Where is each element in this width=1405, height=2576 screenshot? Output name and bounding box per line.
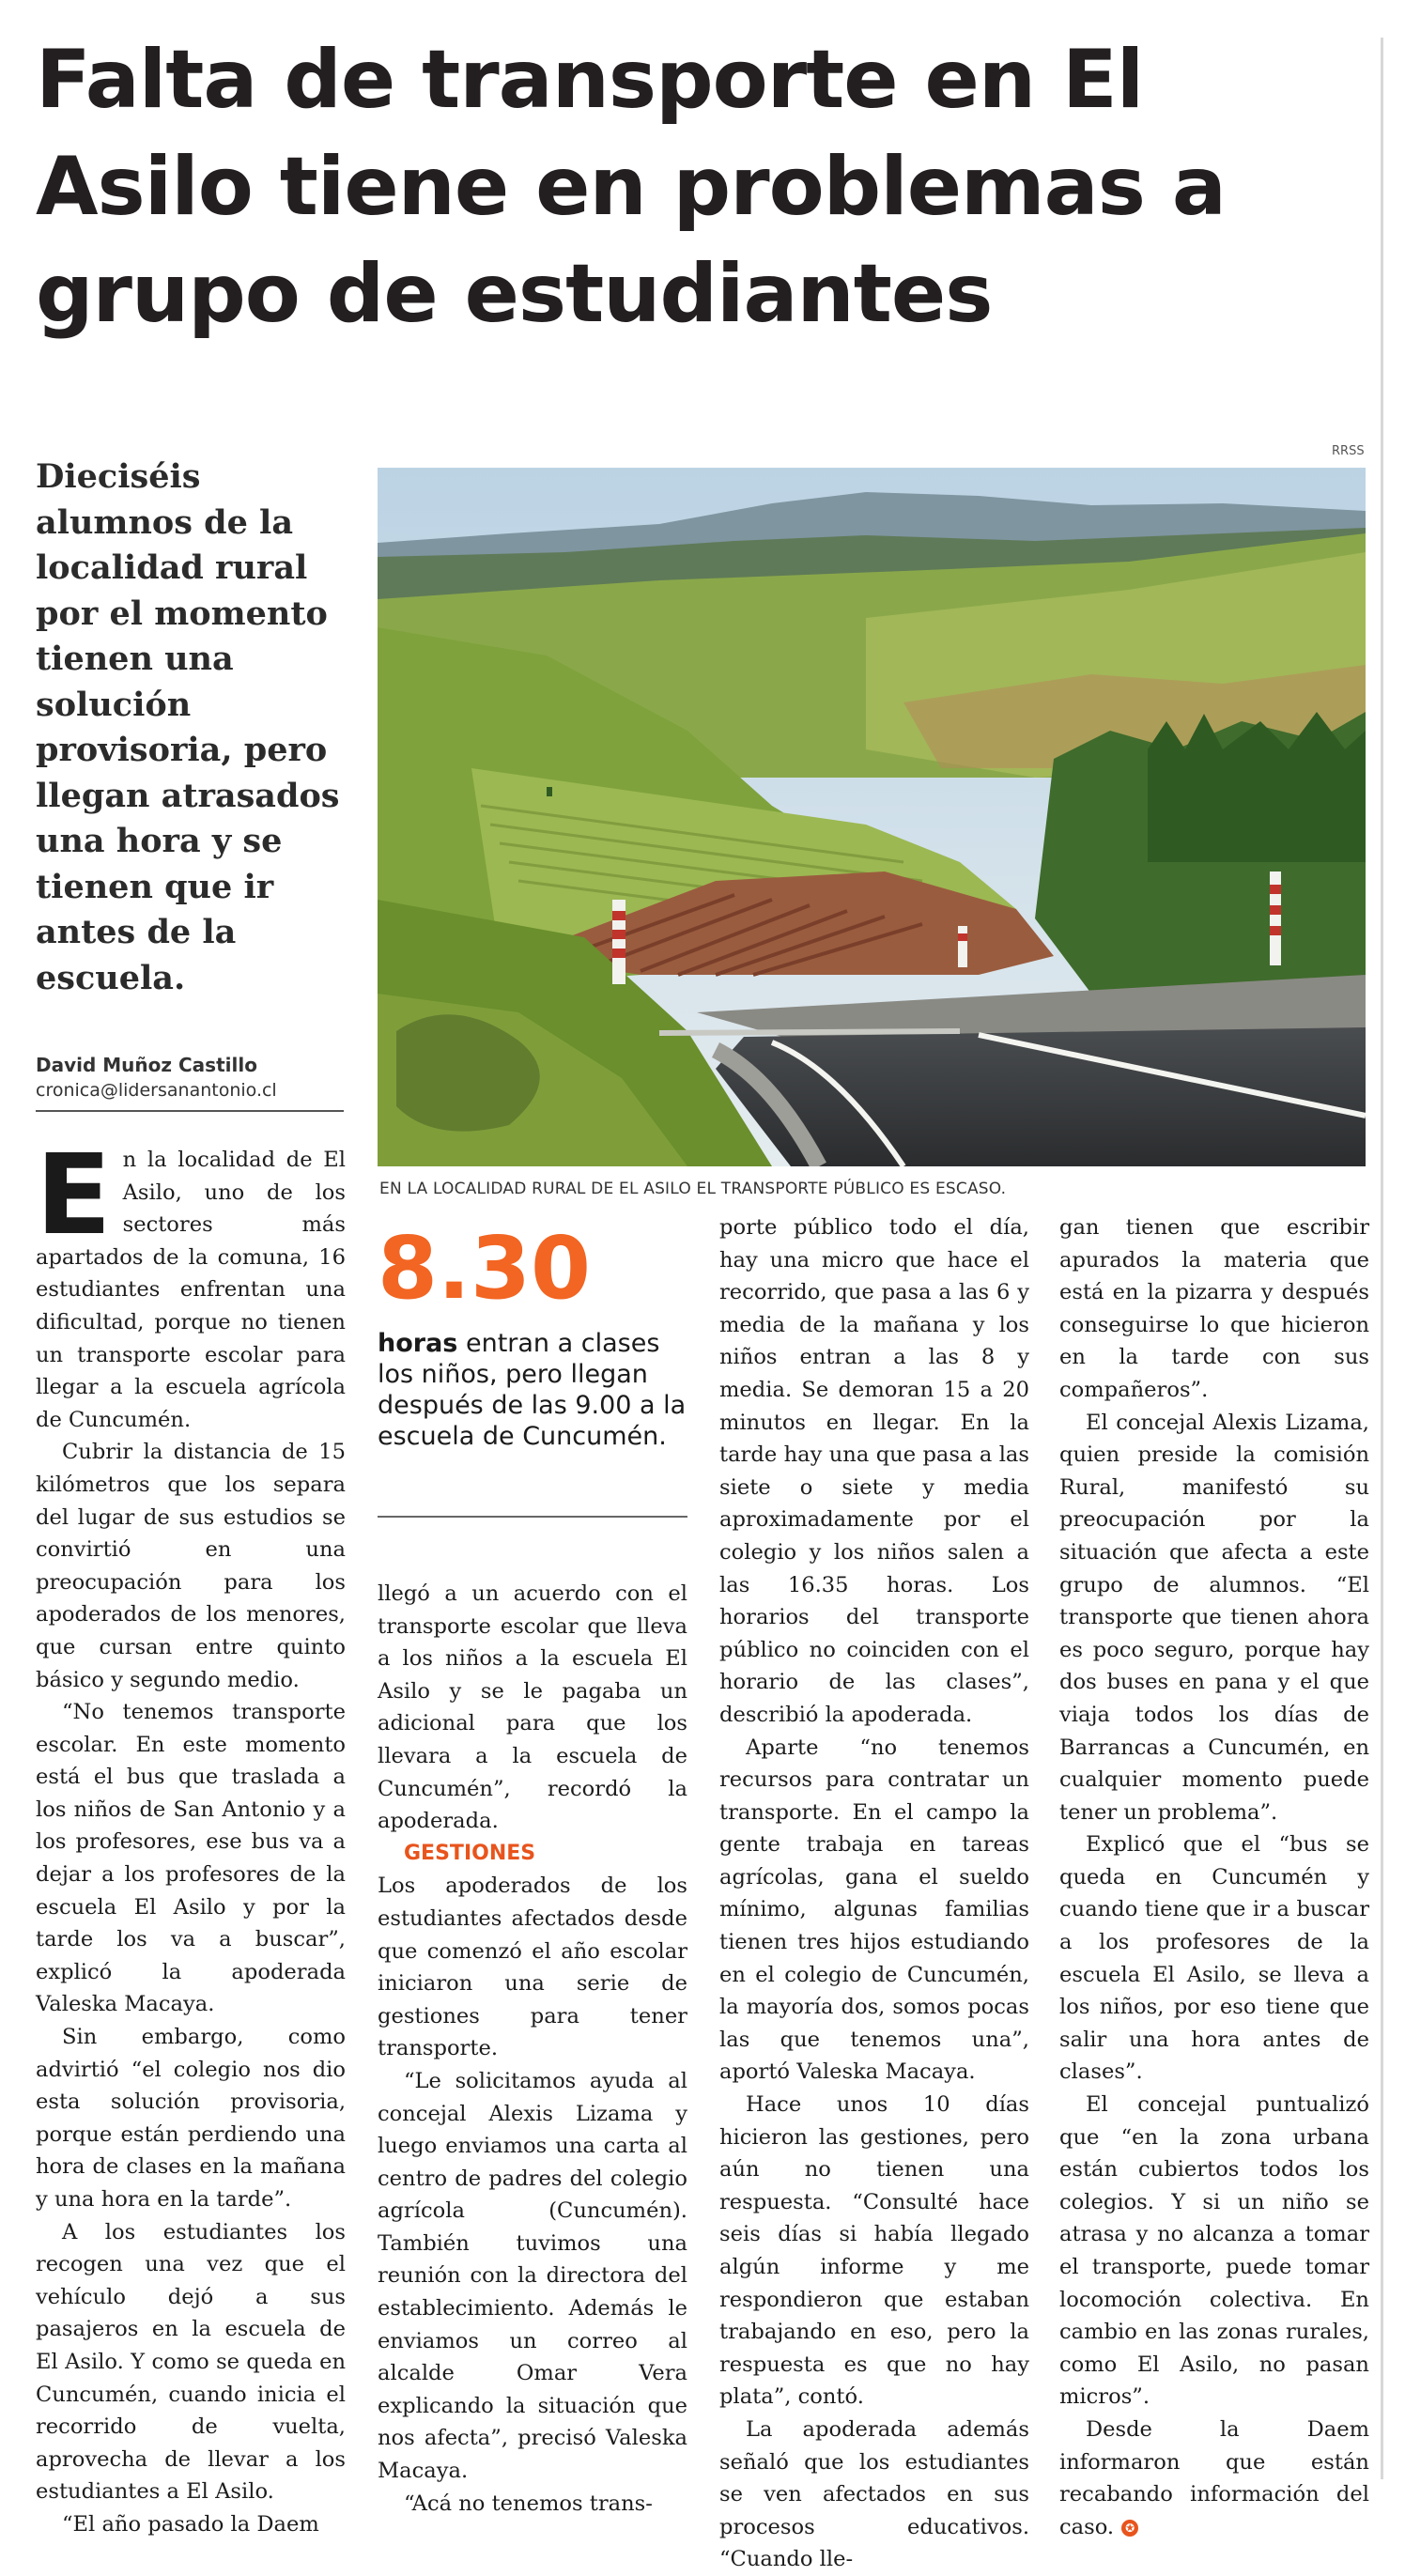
- paragraph: Cubrir la distancia de 15 kilómetros que los separa del lugar de sus estudios se convirtió en una preocupación para los apoderados de los menores, que cursan entre quinto básico y segundo medio.: [36, 1440, 346, 1692]
- photo-credit: RRSS: [1332, 444, 1365, 458]
- paragraph: gan tienen que escribir apurados la materia que está en la pizarra y después conseguirse lo que hicieron en la tarde con sus compañeros”.: [1059, 1215, 1369, 1402]
- paragraph: Desde la Daem informaron que están recabando información del caso. ✪: [1059, 2416, 1369, 2539]
- deck-summary: Dieciséis alumnos de la localidad rural por el momento tienen una solución provisoria, pero llegan atrasados una hora y se tienen que ir antes de la escuela.: [36, 457, 340, 997]
- lead-paragraph: En la localidad de El Asilo, uno de los sectores más apartados de la comuna, 16 estudiantes enfrentan una dificultad, porque no tienen un transporte escolar para llegar a la escuela agrícola de Cuncumén.: [36, 1130, 346, 1432]
- section-heading: GESTIONES: [404, 1841, 536, 1865]
- paragraph: A los estudiantes los recogen una vez que el vehículo dejó a sus pasajeros en la escuela de El Asilo. Y como se queda en Cuncumén, cuando inicia el recorrido de vuelta, aprovecha de llevar a los estudiantes a El Asilo.: [36, 2219, 346, 2505]
- paragraph: El concejal Alexis Lizama, quien preside la comisión Rural, manifestó su preocupación por la situación que afecta a este grupo de alumnos. “El transporte que tienen ahora es poco seguro, porque hay dos buses en pana y el que viaja todos los días de Barrancas a Cuncumén, en cualquier momento puede tener un problema”.: [1059, 1410, 1369, 1825]
- paragraph: Sin embargo, como advirtió “el colegio nos dio esta solución provisoria, porque están perdiendo una hora de clases en la mañana y una hora en la tarde”.: [36, 2025, 346, 2212]
- paragraph: porte público todo el día, hay una micro que hace el recorrido, que pasa a las 6 y media de la mañana y los niños entran a las 8 y media. Se demoran 15 a 20 minutos en llegar. En la tarde hay una que pasa a las siete o siete y media aproximadamente por el colegio y los niños salen a las 16.35 horas. Los horarios del transporte público no coinciden con el horario de las clases”, describió la apoderada.: [719, 1215, 1029, 1727]
- column-rule: [1381, 38, 1383, 2479]
- paragraph: llegó a un acuerdo con el transporte escolar que lleva a los niños a la escuela El Asilo y se le pagaba un adicional para que los llevara a la escuela de Cuncumén”, recordó la apoderada.: [378, 1581, 687, 1834]
- paragraph: Aparte “no tenemos recursos para contratar un transporte. En el campo la gente trabaja en tareas agrícolas, gana el sueldo mínimo, algunas familias tienen tres hijos estudiando en el colegio de Cuncumén, la mayoría dos, somos pocas las que tenemos una”, aportó Valeska Macaya.: [719, 1735, 1029, 2085]
- stat-description: horas entran a clases los niños, pero llegan después de las 9.00 a la escuela de Cuncumén.: [378, 1329, 687, 1451]
- paragraph: Los apoderados de los estudiantes afectados desde que comenzó el año escolar iniciaron una serie de gestiones para tener transporte.: [378, 1874, 687, 2061]
- paragraph: “El año pasado la Daem: [62, 2511, 319, 2537]
- byline: [36, 1052, 346, 1103]
- photo-caption: EN LA LOCALIDAD RURAL DE EL ASILO EL TRANSPORTE PÚBLICO ES ESCASO.: [379, 1180, 1007, 1198]
- article-column-4: [1059, 1211, 1369, 2543]
- stat-callout: [378, 1217, 687, 1452]
- paragraph: Hace unos 10 días hicieron las gestiones, pero aún no tienen una respuesta. “Consulté hace seis días si había llegado algún informe y me respondieron que estaban trabajando en eso, pero la respuesta es que no hay plata”, contó.: [719, 2092, 1029, 2410]
- stat-divider: [378, 1516, 687, 1518]
- paragraph: “Acá no tenemos trans-: [404, 2491, 653, 2516]
- article-column-1: [36, 1130, 346, 2541]
- article-column-2: [378, 1578, 687, 2520]
- paragraph: “No tenemos transporte escolar. En este momento está el bus que traslada a los niños de San Antonio y a los profesores, ese bus va a dejar a los profesores de la escuela El Asilo y por la tarde los va a buscar”, explicó la apoderada Valeska Macaya.: [36, 1700, 346, 2017]
- author-name: David Muñoz Castillo: [36, 1054, 257, 1076]
- byline-divider: [36, 1110, 344, 1112]
- paragraph: Explicó que el “bus se queda en Cuncumén y cuando tiene que ir a buscar a los profesores de la escuela El Asilo, se lleva a los niños, por eso tiene que salir una hora antes de clases”.: [1059, 1832, 1369, 2085]
- author-email: cronica@lidersanantonio.cl: [36, 1080, 277, 1101]
- landscape-photo: [378, 468, 1366, 1166]
- road-landscape-illustration: [378, 468, 1366, 1166]
- stat-number: 8.30: [378, 1218, 591, 1319]
- drop-cap: E: [36, 1130, 112, 1259]
- article-column-3: [719, 1211, 1029, 2576]
- paragraph: “Le solicitamos ayuda al concejal Alexis Lizama y luego enviamos una carta al centro de padres del colegio agrícola (Cuncumén). También tuvimos una reunión con la directora del establecimiento. Además le enviamos un correo al alcalde Omar Vera explicando la situación que nos afecta”, precisó Valeska Macaya.: [378, 2068, 687, 2484]
- paragraph: El concejal puntualizó que “en la zona urbana están cubiertos todos los colegios. Y si un niño se atrasa y no alcanza a tomar el transporte, puede tomar locomoción colectiva. En cambio en las zonas rurales, como El Asilo, no pasan micros”.: [1059, 2092, 1369, 2410]
- paragraph: La apoderada además señaló que los estudiantes se ven afectados en sus procesos educativos. “Cuando lle-: [719, 2416, 1029, 2572]
- end-mark-icon: ✪: [1121, 2520, 1138, 2537]
- headline: Falta de transporte en El Asilo tiene en problemas a grupo de estudiantes: [36, 33, 1226, 341]
